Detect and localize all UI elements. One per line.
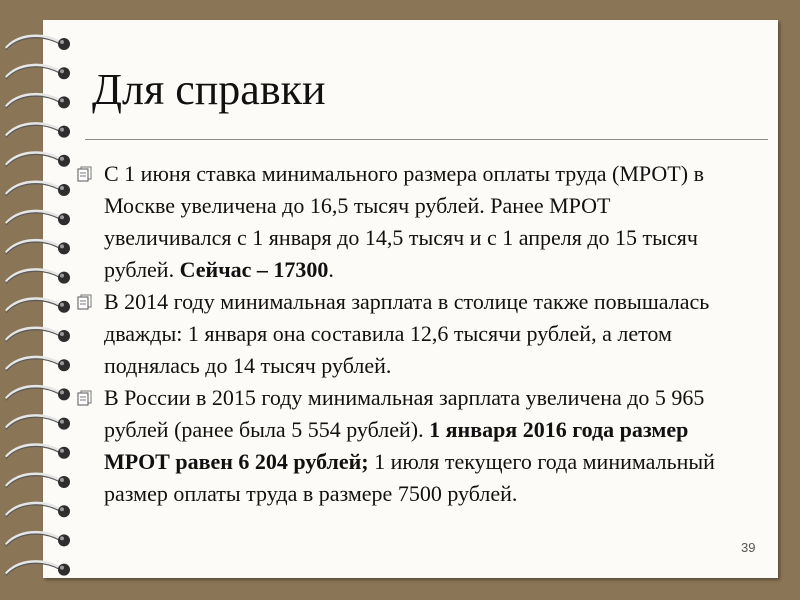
bullet-text-plain: В России в 2015 году минимальная зарплата увеличена до 5 965 рублей (ранее была 5 554 рублей). <box>104 385 705 442</box>
document-bullet-icon <box>76 390 94 406</box>
spiral-ring <box>6 123 70 137</box>
slide-title: Для справки <box>92 65 326 114</box>
title-divider <box>85 139 768 140</box>
bullet-item <box>76 286 741 382</box>
spiral-ring <box>6 474 70 488</box>
spiral-ring <box>6 415 70 429</box>
spiral-ring <box>6 240 70 254</box>
bullet-text-plain: С 1 июня ставка минимального размера оплаты труда (МРОТ) в Москве увеличена до 16,5 тысяч рублей. Ранее МРОТ увеличивался с 1 января до 14,5 тысяч и с 1 апреля до 15 тысяч рублей. <box>104 161 704 282</box>
bullet-text-bold: 1 января 2016 года размер МРОТ равен 6 204 рублей; <box>104 417 689 474</box>
spiral-ring <box>6 94 70 108</box>
spiral-binding <box>0 22 80 582</box>
spiral-ring <box>6 386 70 400</box>
spiral-ring <box>6 299 70 313</box>
bullet-item <box>76 158 741 286</box>
bullet-text <box>104 161 704 282</box>
spiral-ring <box>6 503 70 517</box>
document-bullet-icon <box>76 166 94 182</box>
bullet-list <box>76 158 741 510</box>
spiral-ring <box>6 65 70 79</box>
slide-number: 39 <box>741 540 756 555</box>
spiral-ring <box>6 357 70 371</box>
bullet-text-plain: 1 июля текущего года минимальный размер оплаты труда в размере 7500 рублей. <box>104 449 715 506</box>
bullet-text-plain: . <box>328 257 334 282</box>
spiral-ring <box>6 445 70 459</box>
spiral-ring <box>6 153 70 167</box>
spiral-ring <box>6 211 70 225</box>
bullet-text-bold: Сейчас – 17300 <box>179 257 329 282</box>
spiral-ring <box>6 269 70 283</box>
bullet-text <box>104 289 709 378</box>
spiral-ring <box>6 328 70 342</box>
spiral-ring <box>6 532 70 546</box>
spiral-ring <box>6 182 70 196</box>
bullet-text <box>104 385 715 506</box>
bullet-item <box>76 382 741 510</box>
spiral-ring <box>6 561 70 575</box>
document-bullet-icon <box>76 294 94 310</box>
spiral-ring <box>6 36 70 50</box>
bullet-text-plain: В 2014 году минимальная зарплата в столице также повышалась дважды: 1 января она составила 12,6 тысячи рублей, а летом поднялась до 14 тысяч рублей. <box>104 289 710 378</box>
